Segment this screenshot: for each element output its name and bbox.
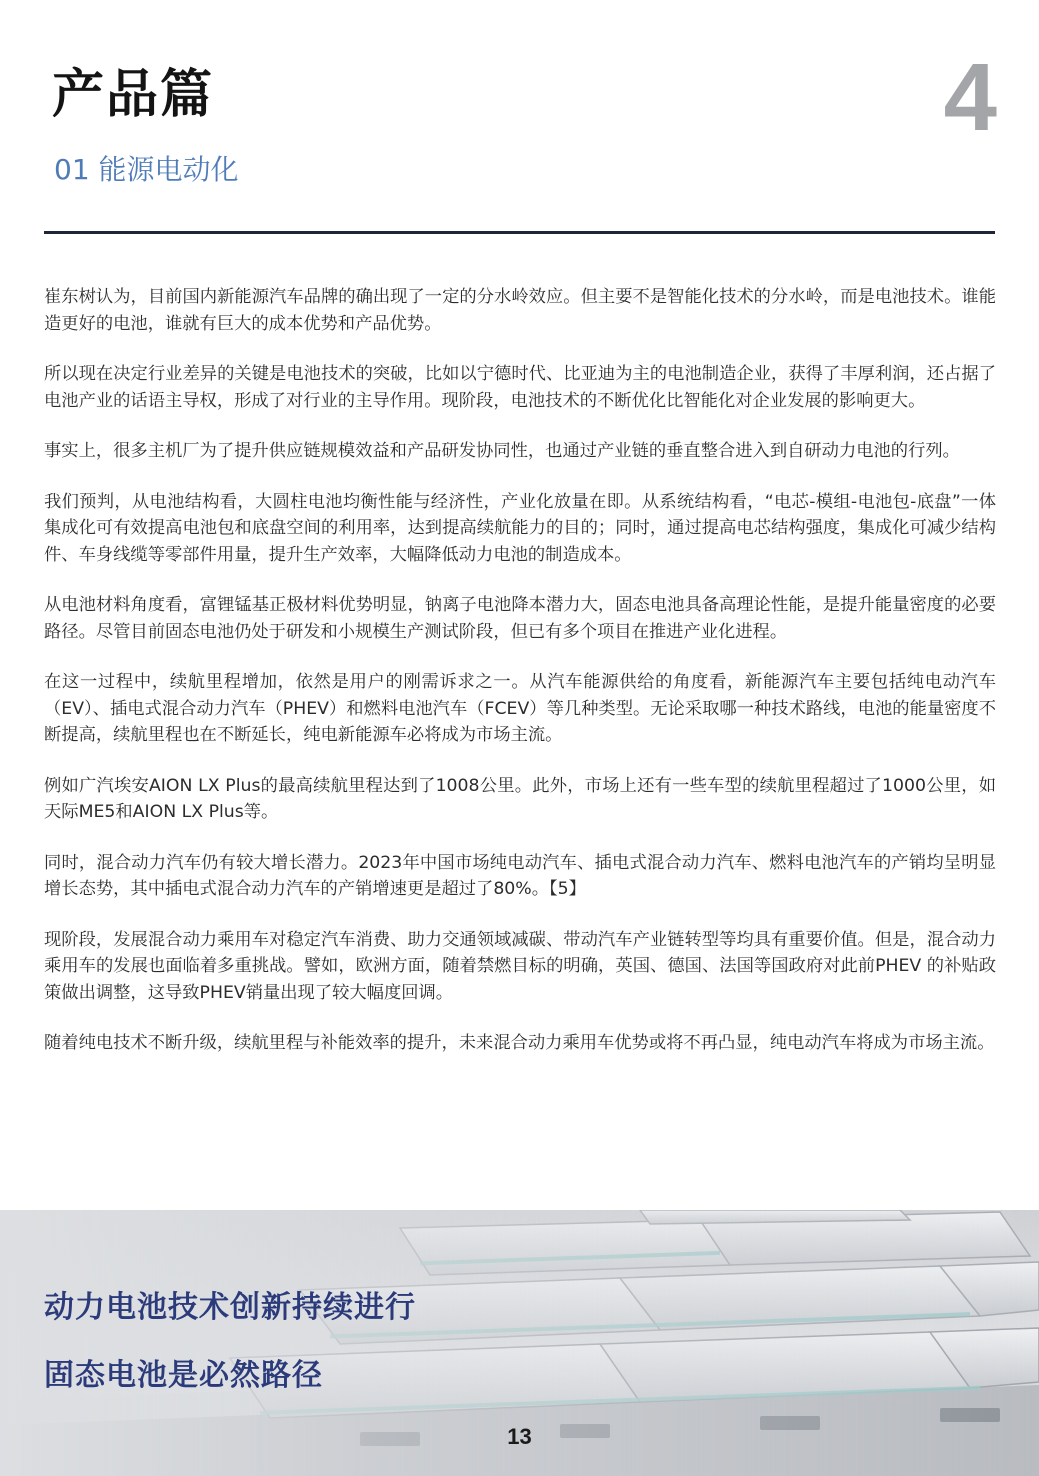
paragraph: 在这一过程中，续航里程增加，依然是用户的刚需诉求之一。从汽车能源供给的角度看，新能源汽车主要包括纯电动汽车（EV）、插电式混合动力汽车（PHEV）和燃料电池汽车（FCEV）等几种类型。无论采取哪一种技术路线，电池的能量密度不断提高，续航里程也在不断延长，纯电新能源车必将成为市场主流。 — [44, 672, 996, 745]
section-subtitle: 01 能源电动化 — [54, 153, 239, 186]
page-number: 13 — [507, 1424, 532, 1449]
paragraph: 事实上，很多主机厂为了提升供应链规模效益和产品研发协同性，也通过产业链的垂直整合进入到自研动力电池的行列。 — [44, 441, 960, 461]
paragraph: 同时，混合动力汽车仍有较大增长潜力。2023年中国市场纯电动汽车、插电式混合动力汽车、燃料电池汽车的产销均呈明显增长态势，其中插电式混合动力汽车的产销增速更是超过了80%。【5】 — [44, 852, 996, 899]
banner-headline-1: 动力电池技术创新持续进行 — [44, 1290, 416, 1325]
paragraph: 所以现在决定行业差异的关键是电池技术的突破，比如以宁德时代、比亚迪为主的电池制造企业，获得了丰厚利润，还占据了电池产业的话语主导权，形成了对行业的主导作用。现阶段，电池技术的不断优化比智能化对企业发展的影响更大。 — [44, 364, 996, 411]
paragraph: 随着纯电技术不断升级，续航里程与补能效率的提升，未来混合动力乘用车优势或将不再凸显，纯电动汽车将成为市场主流。 — [44, 1033, 995, 1053]
paragraph: 例如广汽埃安AION LX Plus的最高续航里程达到了1008公里。此外，市场上还有一些车型的续航里程超过了1000公里，如天际ME5和AION LX Plus等。 — [44, 775, 996, 822]
banner-headline-2: 固态电池是必然路径 — [44, 1358, 323, 1393]
chapter-number: 4 — [943, 44, 997, 151]
paragraph: 从电池材料角度看，富锂锰基正极材料优势明显，钠离子电池降本潜力大，固态电池具备高理论性能，是提升能量密度的必要路径。尽管目前固态电池仍处于研发和小规模生产测试阶段，但已有多个项目在推进产业化进程。 — [44, 595, 996, 642]
paragraph: 崔东树认为，目前国内新能源汽车品牌的确出现了一定的分水岭效应。但主要不是智能化技术的分水岭，而是电池技术。谁能造更好的电池，谁就有巨大的成本优势和产品优势。 — [44, 287, 996, 334]
paragraph: 我们预判，从电池结构看，大圆柱电池均衡性能与经济性，产业化放量在即。从系统结构看，“电芯-模组-电池包-底盘”一体集成化可有效提高电池包和底盘空间的利用率，达到提高续航能力的目的；同时，通过提高电芯结构强度，集成化可减少结构件、车身线缆等零部件用量，提升生产效率，大幅降低动力电池的制造成本。 — [44, 491, 996, 565]
paragraph: 现阶段，发展混合动力乘用车对稳定汽车消费、助力交通领域减碳、带动汽车产业链转型等均具有重要价值。但是，混合动力乘用车的发展也面临着多重挑战。譬如，欧洲方面，随着禁燃目标的明确，英国、德国、法国等国政府对此前PHEV 的补贴政策做出调整，这导致PHEV销量出现了较大幅度回调。 — [44, 929, 996, 1003]
page-title: 产品篇 — [52, 65, 215, 125]
title-divider — [44, 231, 995, 234]
body-text — [44, 284, 996, 1081]
